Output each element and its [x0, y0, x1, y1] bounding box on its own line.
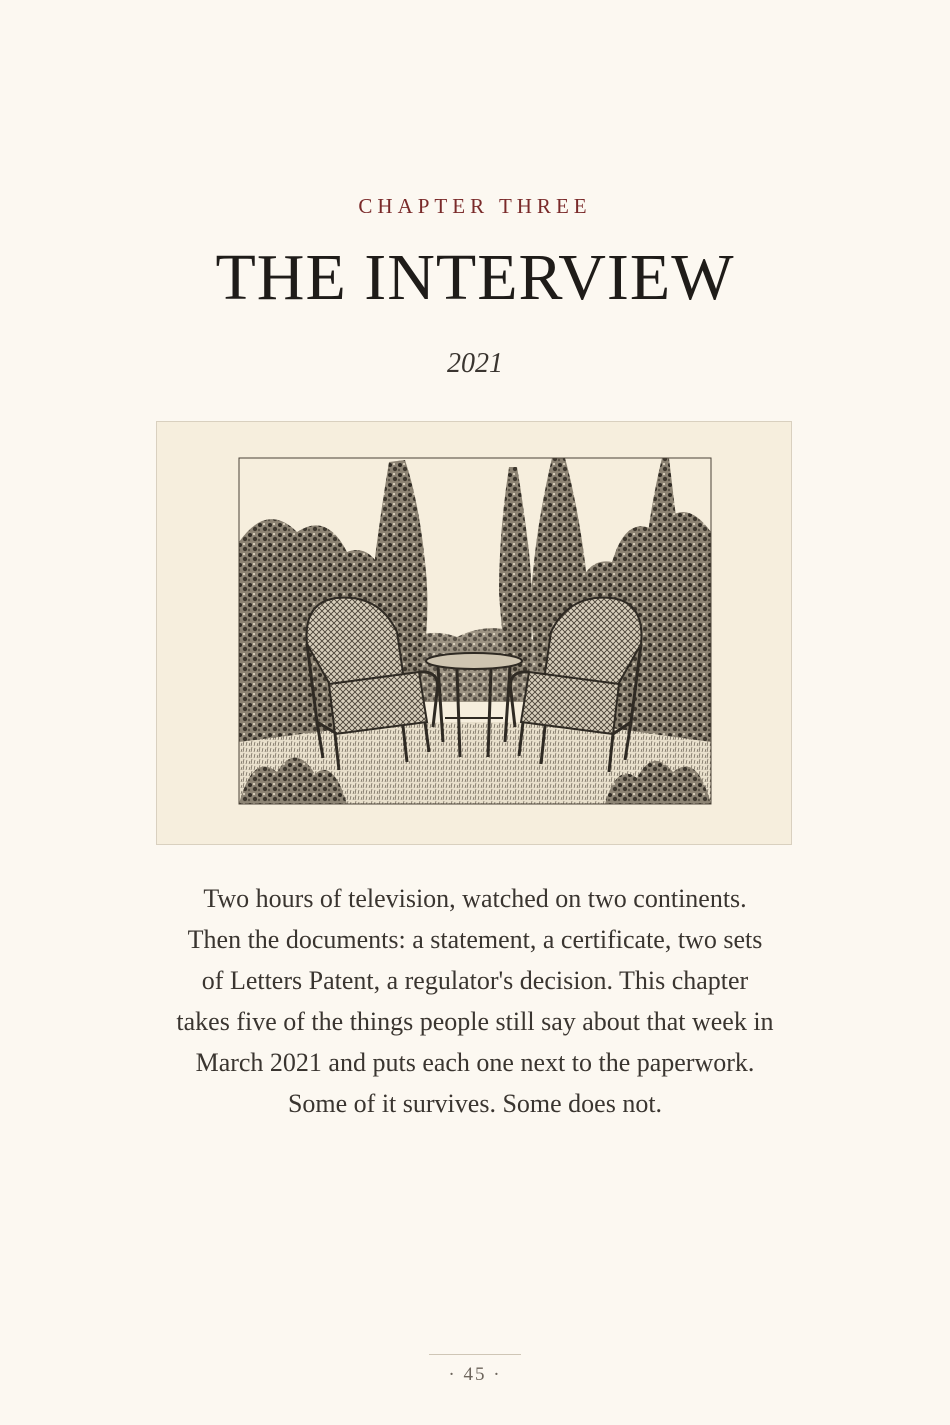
chapter-year: 2021	[447, 348, 503, 379]
page-number: · 45 ·	[448, 1364, 502, 1385]
chapter-title: THE INTERVIEW	[215, 241, 735, 314]
footer-divider	[429, 1354, 521, 1355]
garden-chairs-illustration-icon	[157, 422, 791, 844]
chapter-illustration	[156, 421, 792, 845]
chapter-intro-paragraph: Two hours of television, watched on two continents. Then the documents: a statement, a certificate, two sets of Letters Patent, a regulator's decision. This chapter takes five of the things people still say about that week in March 2021 and puts each one next to the paperwork. Some of it survives. Some does not.	[176, 884, 774, 1118]
chapter-label: CHAPTER THREE	[358, 194, 592, 218]
